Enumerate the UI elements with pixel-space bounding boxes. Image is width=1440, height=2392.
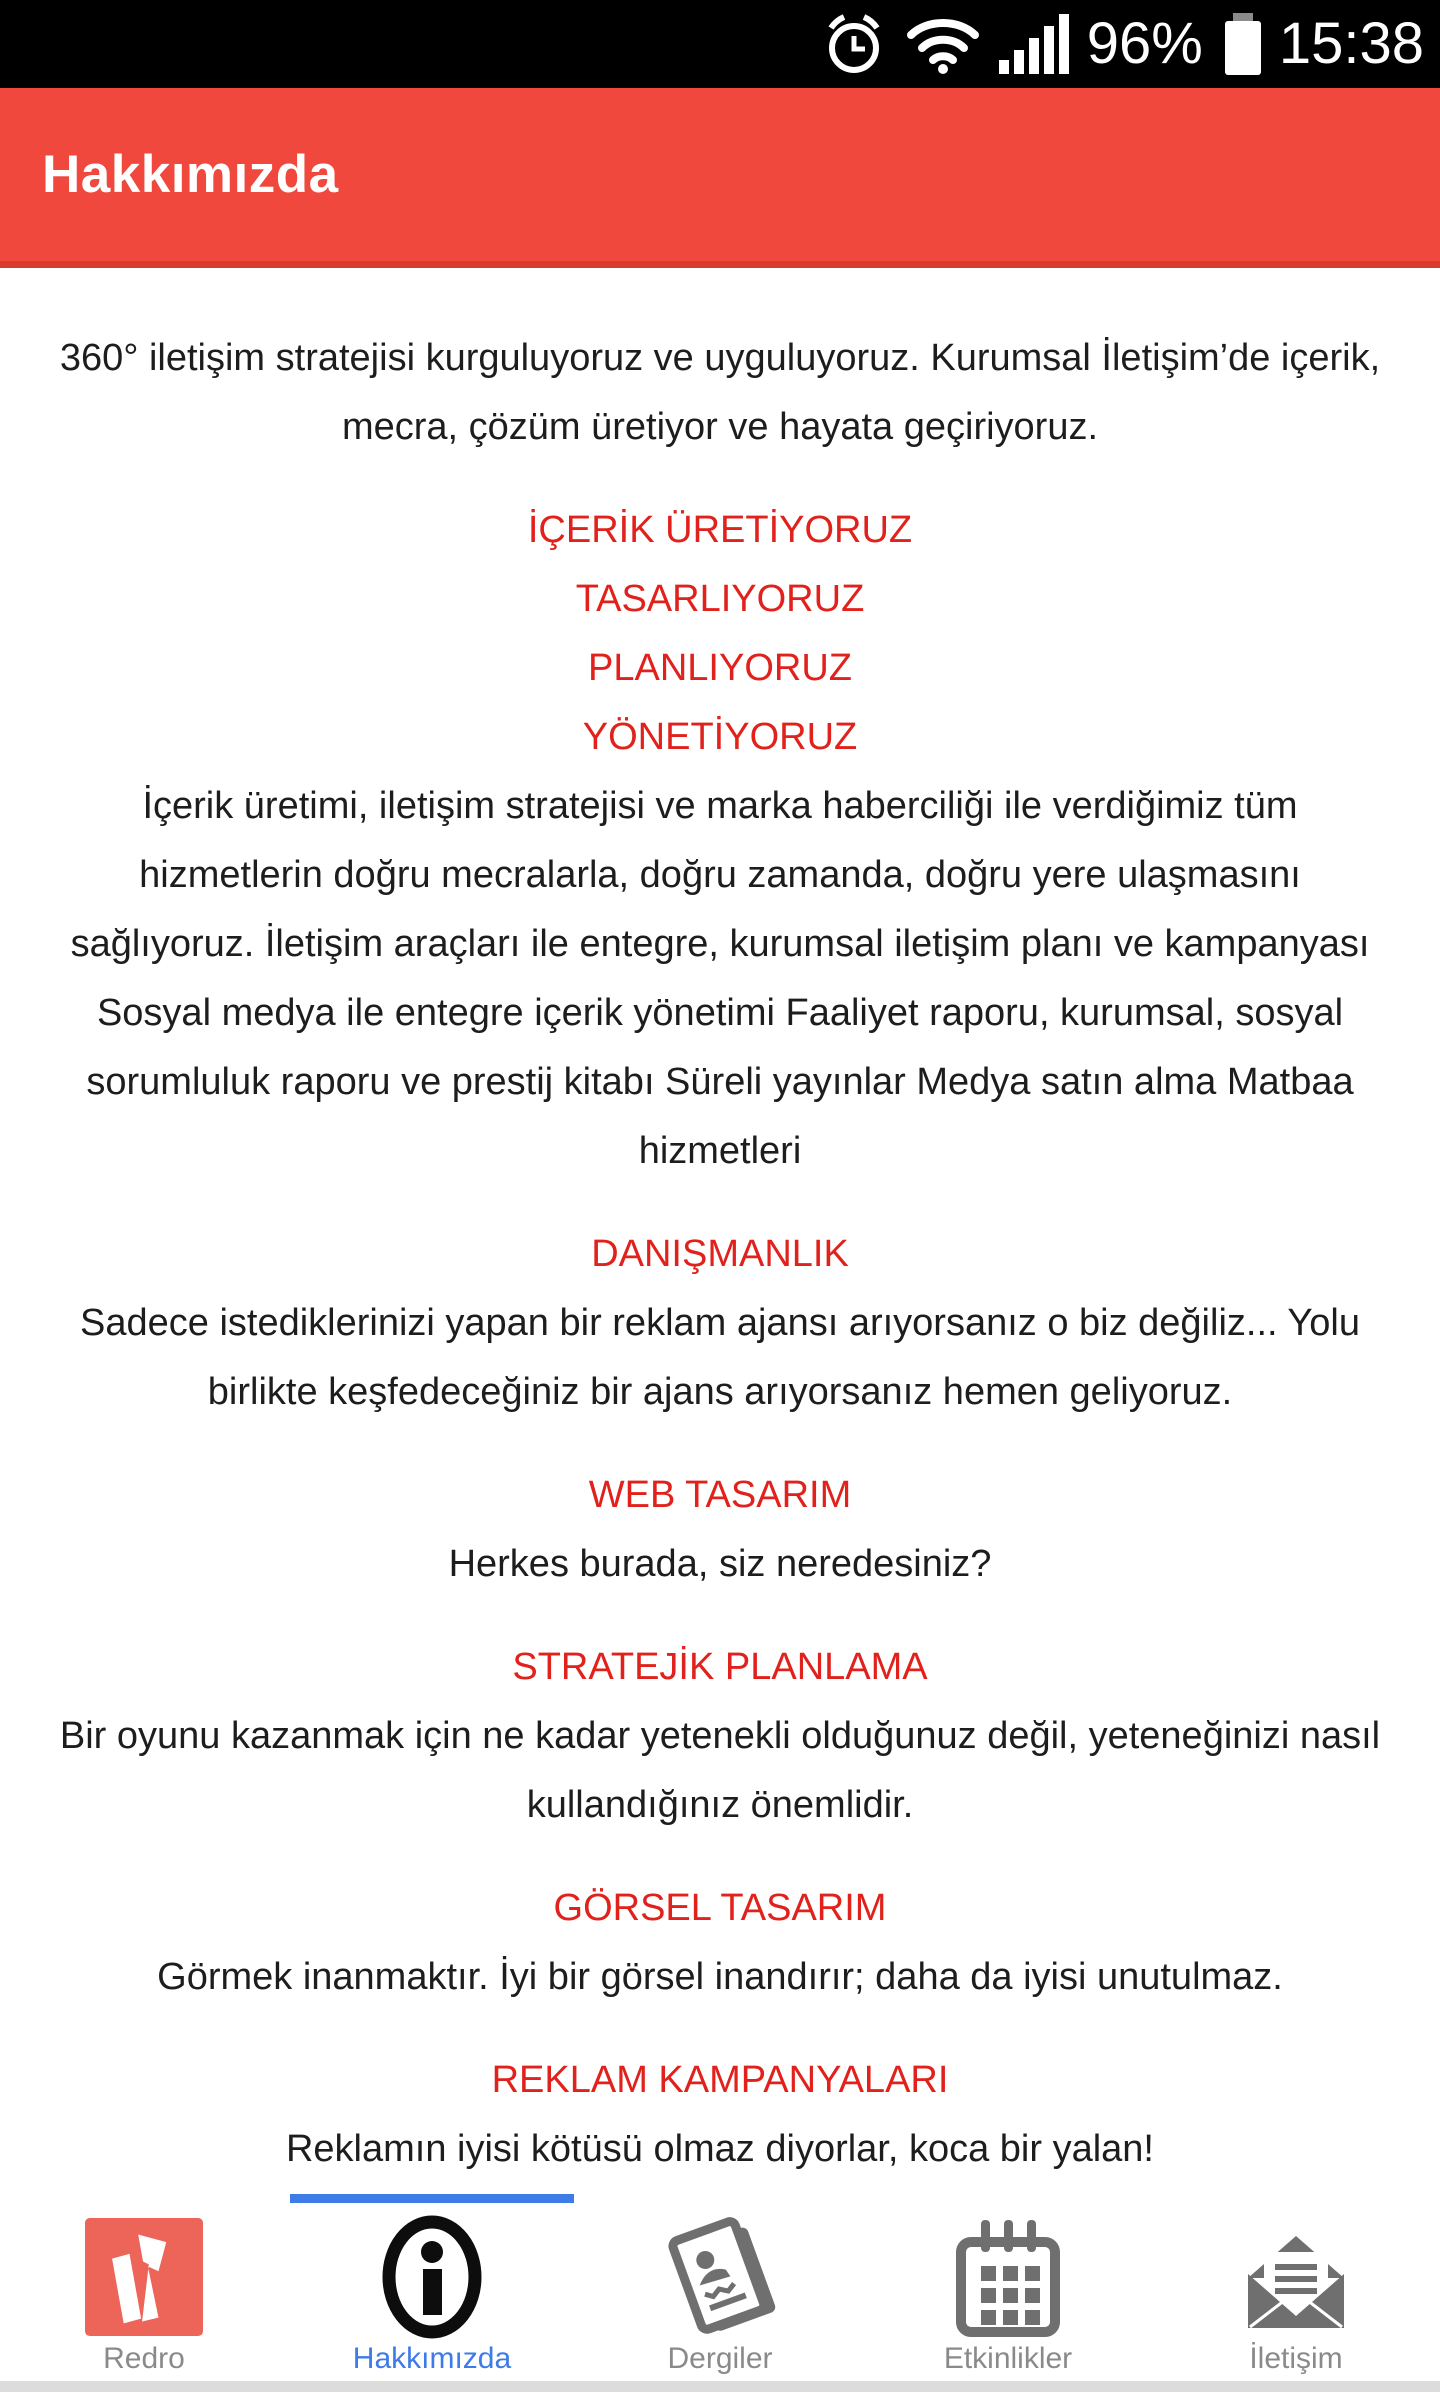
alarm-clock-icon — [821, 10, 887, 78]
section-paragraph-danismanlik: Sadece istediklerinizi yapan bir reklam ajansı arıyorsanız o biz değiliz... Yolu birlikte keşfedeceğiniz bir ajans arıyorsanız hemen geliyoruz. — [80, 1302, 1360, 1413]
wifi-icon — [905, 13, 981, 75]
section-paragraph-stratejik-planlama: Bir oyunu kazanmak için ne kadar yetenekli olduğunuz değil, yeteneğinizi nasıl kullandığınız önemlidir. — [59, 1715, 1381, 1826]
tab-redro[interactable] — [0, 2194, 288, 2392]
redro-logo-icon — [85, 2216, 203, 2338]
tab-hakkimizda[interactable] — [288, 2194, 576, 2392]
section-title-gorsel-tasarim: GÖRSEL TASARIM — [553, 1887, 887, 1929]
intro-paragraph: 360° iletişim stratejisi kurguluyoruz ve uyguluyoruz. Kurumsal İletişim’de içerik, mecra, çözüm üretiyor ve hayata geçiriyoruz. — [59, 337, 1381, 448]
section-title-danismanlik: DANIŞMANLIK — [591, 1233, 849, 1275]
section-paragraph-gorsel-tasarim: Görmek inanmaktır. İyi bir görsel inandırır; daha da iyisi unutulmaz. — [157, 1956, 1283, 1998]
about-content — [0, 268, 1440, 2184]
tab-indicator — [578, 2194, 862, 2203]
tab-indicator — [1154, 2194, 1438, 2203]
signal-strength-icon — [999, 14, 1069, 74]
tab-label: Hakkımızda — [352, 2342, 512, 2375]
tab-label: İletişim — [1249, 2342, 1343, 2375]
tab-iletisim[interactable] — [1152, 2194, 1440, 2392]
page-title: Hakkımızda — [42, 145, 339, 204]
battery-percent: 96% — [1086, 11, 1203, 76]
pillar-heading-icerik: İÇERİK ÜRETİYORUZ — [527, 509, 913, 551]
section-title-stratejik-planlama: STRATEJİK PLANLAMA — [512, 1646, 928, 1688]
tab-dergiler[interactable] — [576, 2194, 864, 2392]
tab-etkinlikler[interactable] — [864, 2194, 1152, 2392]
calendar-icon — [949, 2216, 1067, 2338]
section-title-web-tasarim: WEB TASARIM — [588, 1474, 852, 1516]
bottom-tab-bar — [0, 2194, 1440, 2392]
pillar-heading-yonetim: YÖNETİYORUZ — [582, 716, 858, 758]
active-tab-indicator — [290, 2194, 574, 2203]
tab-indicator — [2, 2194, 286, 2203]
app-header — [0, 88, 1440, 268]
tab-label: Etkinlikler — [943, 2342, 1073, 2375]
services-paragraph: İçerik üretimi, iletişim stratejisi ve marka haberciliği ile verdiğimiz tüm hizmetlerin doğru mecralarla, doğru zamanda, doğru yere ulaşmasını sağlıyoruz. İletişim araçları ile entegre, kurumsal iletişim planı ve kampanyası Sosyal medya ile entegre içerik yönetimi Faaliyet raporu, kurumsal, sosyal sorumluluk raporu ve prestij kitabı Süreli yayınlar Medya satın alma Matbaa hizmetleri — [70, 785, 1370, 1172]
section-paragraph-web-tasarim: Herkes burada, siz neredesiniz? — [448, 1543, 992, 1585]
pillar-heading-planlama: PLANLIYORUZ — [588, 647, 852, 689]
clock-time: 15:38 — [1278, 11, 1424, 76]
battery-icon — [1225, 13, 1261, 75]
info-icon — [380, 2216, 484, 2338]
tab-label: Dergiler — [667, 2342, 773, 2375]
pillar-heading-tasarim: TASARLIYORUZ — [575, 578, 865, 620]
section-paragraph-reklam-kampanyalari: Reklamın iyisi kötüsü olmaz diyorlar, koca bir yalan! — [285, 2128, 1154, 2170]
tab-label: Redro — [103, 2342, 185, 2375]
magazine-icon — [660, 2216, 780, 2338]
tab-indicator — [866, 2194, 1150, 2203]
nav-bar-strip — [0, 2381, 1440, 2392]
envelope-icon — [1233, 2216, 1359, 2338]
status-bar — [0, 0, 1440, 88]
section-title-reklam-kampanyalari: REKLAM KAMPANYALARI — [491, 2059, 949, 2101]
